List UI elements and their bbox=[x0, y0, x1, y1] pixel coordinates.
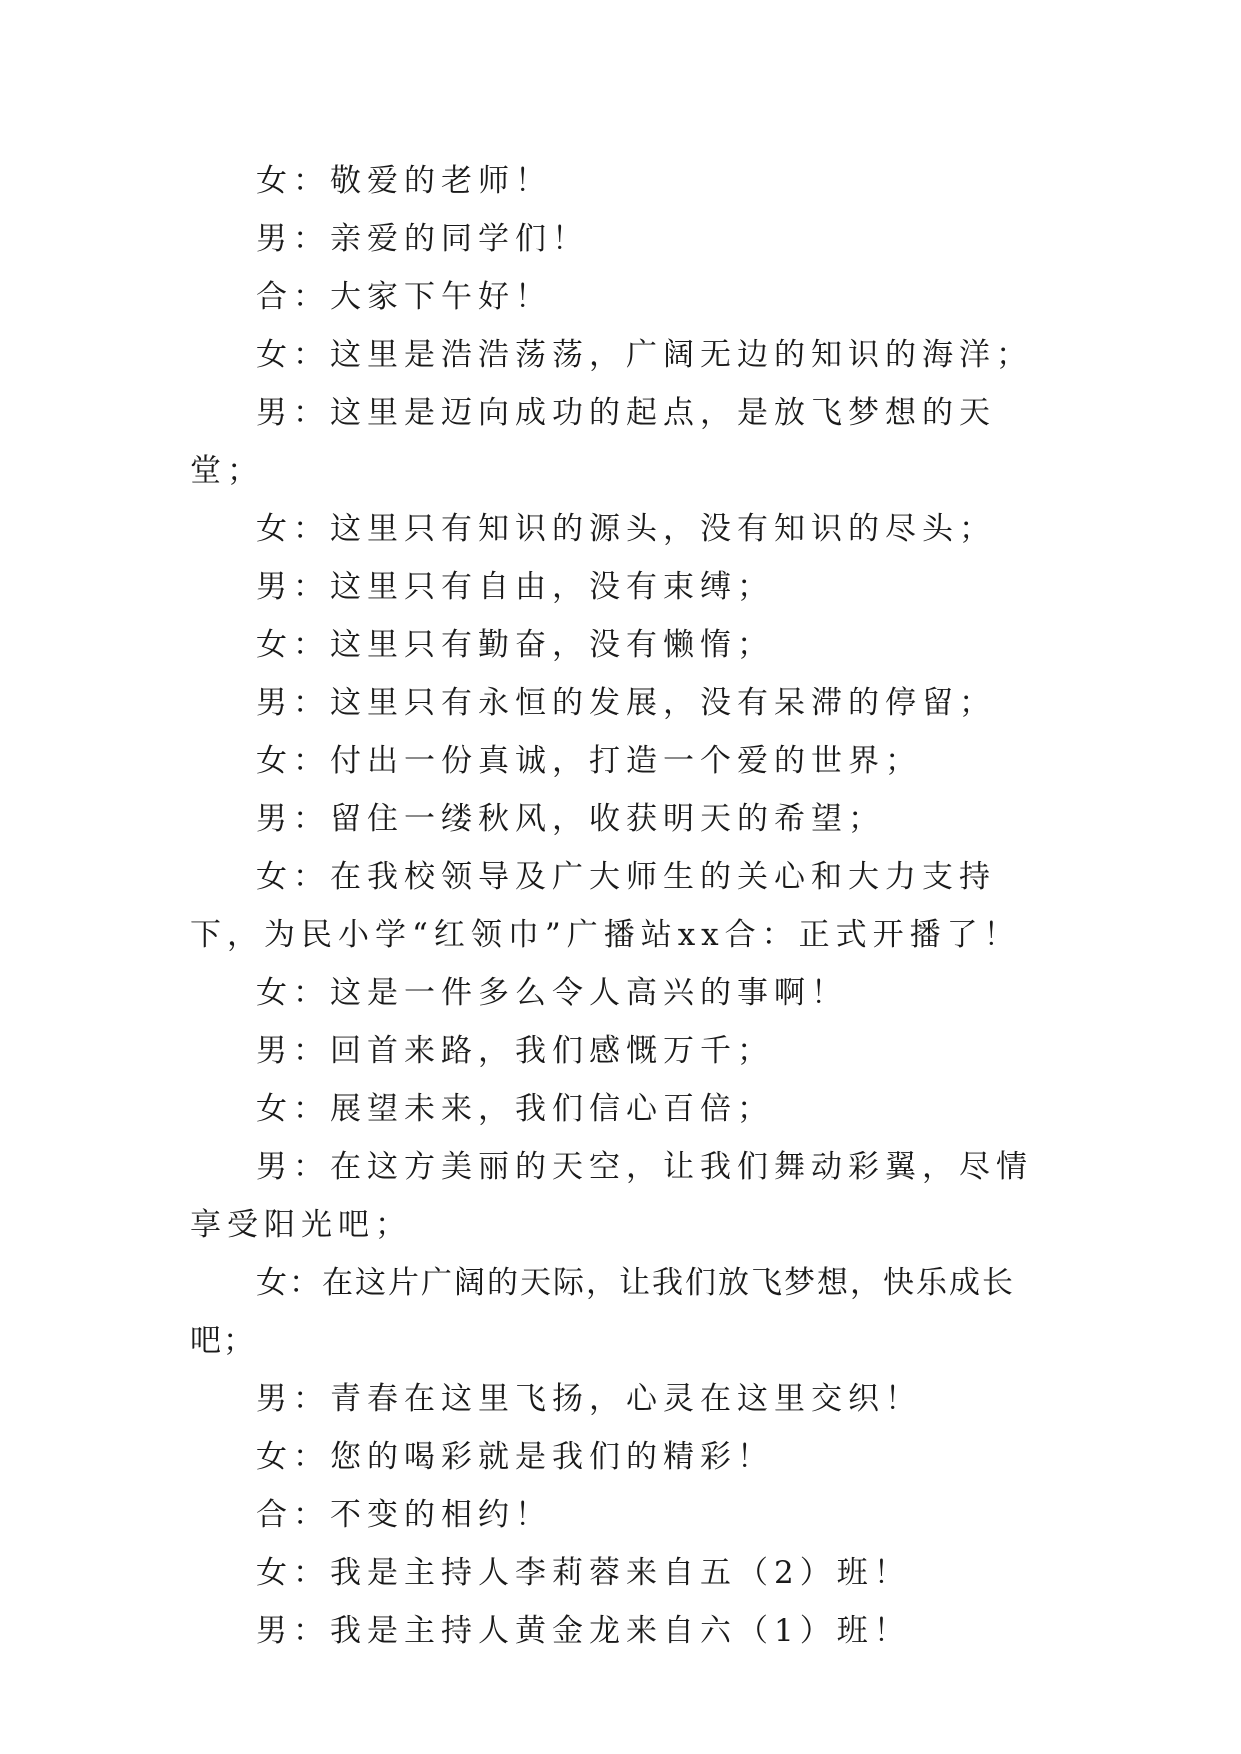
paragraph-21: 女：我是主持人李莉蓉来自五（2）班！ bbox=[256, 1555, 911, 1591]
paragraph-7: 男：这里只有自由，没有束缚； bbox=[256, 569, 774, 605]
paragraph-11: 男：留住一缕秋风，收获明天的希望； bbox=[256, 801, 885, 837]
paragraph-9: 男：这里只有永恒的发展，没有呆滞的停留； bbox=[256, 685, 996, 721]
paragraph-4: 女：这里是浩浩荡荡，广阔无边的知识的海洋； bbox=[256, 337, 1033, 373]
paragraph-22: 男：我是主持人黄金龙来自六（1）班！ bbox=[256, 1613, 911, 1649]
paragraph-6: 女：这里只有知识的源头，没有知识的尽头； bbox=[256, 511, 996, 547]
paragraph-18: 男：青春在这里飞扬，心灵在这里交织！ bbox=[256, 1381, 922, 1417]
paragraph-14: 男：回首来路，我们感慨万千； bbox=[256, 1033, 774, 1069]
paragraph-15: 女：展望未来，我们信心百倍； bbox=[256, 1091, 774, 1127]
document-body bbox=[190, 152, 1050, 1660]
paragraph-8: 女：这里只有勤奋，没有懒惰； bbox=[256, 627, 774, 663]
paragraph-17: 女：在这片广阔的天际，让我们放飞梦想，快乐成长吧； bbox=[190, 1265, 1015, 1359]
paragraph-16: 男：在这方美丽的天空，让我们舞动彩翼，尽情享受阳光吧； bbox=[190, 1149, 1033, 1243]
paragraph-3: 合：大家下午好！ bbox=[256, 279, 552, 315]
paragraph-10: 女：付出一份真诚，打造一个爱的世界； bbox=[256, 743, 922, 779]
paragraph-5: 男：这里是迈向成功的起点，是放飞梦想的天堂； bbox=[190, 395, 996, 489]
paragraph-1: 女：敬爱的老师！ bbox=[256, 163, 552, 199]
paragraph-20: 合：不变的相约！ bbox=[256, 1497, 552, 1533]
paragraph-13: 女：这是一件多么令人高兴的事啊！ bbox=[256, 975, 848, 1011]
paragraph-2: 男：亲爱的同学们！ bbox=[256, 221, 589, 257]
paragraph-19: 女：您的喝彩就是我们的精彩！ bbox=[256, 1439, 774, 1475]
paragraph-12: 女：在我校领导及广大师生的关心和大力支持下，为民小学“红领巾”广播站xx合：正式开播了！ bbox=[190, 859, 1021, 953]
